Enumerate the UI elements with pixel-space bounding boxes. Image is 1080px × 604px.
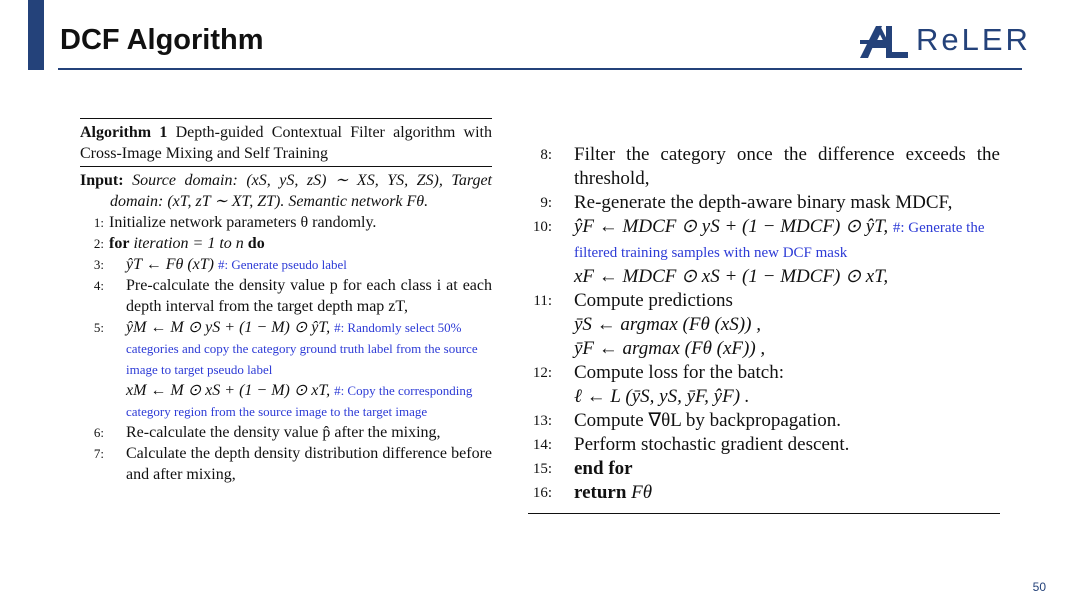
algorithm-line [80,254,492,275]
line-text: Re-generate the depth-aware binary mask MDCF, [574,192,953,213]
algorithm-right-column [528,143,1000,514]
algorithm-line [80,233,492,254]
line-text: Initialize network parameters θ randomly. [109,214,377,231]
header-divider [58,68,1022,70]
accent-bar [28,0,44,70]
line-number: 10: [532,219,552,235]
algorithm-line [80,212,492,233]
input-text: Source domain: (xS, yS, zS) ∼ XS, YS, ZS), Target domain: (xT, zT ∼ XT, ZT). Semantic network Fθ. [110,172,492,210]
line-text: Re-calculate the density value p̂ after the mixing, [126,424,441,441]
algorithm-end-rule [528,513,1000,514]
line-number: 2: [93,236,104,251]
algorithm-line [528,409,1000,433]
line-number: 9: [540,195,552,211]
keyword: do [247,235,265,252]
algorithm-line [528,143,1000,191]
algorithm-line [528,289,1000,313]
line-comment: #: Generate the filtered training samples with new DCF mask [574,220,985,261]
line-text: Compute ∇θL by backpropagation. [574,410,841,431]
algorithm-line [528,337,1000,361]
keyword: for [109,235,130,252]
line-text: Compute loss for the batch: [574,362,785,383]
algorithm-left-column [80,118,492,485]
line-number: 8: [540,147,552,163]
algorithm-caption [80,118,492,166]
line-comment: #: Randomly select 50% categories and copy the category ground truth label from the source image to target pseudo label [126,320,478,377]
line-math: ŷM ← M ⊙ yS + (1 − M) ⊙ ŷT, [126,319,331,336]
algorithm-line [80,275,492,317]
line-math: ȳS ← argmax (Fθ (xS)) , [574,314,761,335]
algorithm-line [528,215,1000,265]
algorithm-line [528,385,1000,409]
line-text: Perform stochastic gradient descent. [574,434,850,455]
line-math: ŷF ← MDCF ⊙ yS + (1 − MDCF) ⊙ ŷT, [574,216,889,237]
line-math: ŷT ← Fθ (xT) [126,256,214,273]
line-math: ȳF ← argmax (Fθ (xF)) , [574,338,766,359]
algorithm-line [80,443,492,485]
line-number: 6: [93,425,104,440]
line-number: 7: [93,446,104,461]
keyword: return [574,482,627,503]
line-math: xM ← M ⊙ xS + (1 − M) ⊙ xT, [126,382,331,399]
page-number: 50 [1032,580,1046,594]
algorithm-line [528,191,1000,215]
algorithm-line [528,313,1000,337]
line-number: 3: [93,257,104,272]
line-text: Compute predictions [574,290,733,311]
algorithm-line [528,457,1000,481]
line-number: 5: [93,320,104,335]
line-text: Pre-calculate the density value p for each class i at each depth interval from the target depth map zT, [126,277,492,315]
line-number: 16: [532,485,552,501]
algorithm-line [528,265,1000,289]
line-number: 11: [533,293,552,309]
line-math: ℓ ← L (ȳS, yS, ȳF, ŷF) . [574,386,750,407]
line-number: 14: [532,437,552,453]
algorithm-line [528,481,1000,505]
line-number: 4: [93,278,104,293]
slide-title: DCF Algorithm [60,24,264,56]
algorithm-line [528,433,1000,457]
line-comment: #: Generate pseudo label [218,257,347,272]
reler-logo-icon [858,24,910,58]
line-text: iteration = 1 to n [133,235,244,252]
logo-text: ReLER [916,22,1031,57]
line-number: 1: [93,215,104,230]
keyword: end for [574,458,633,479]
line-number: 12: [532,365,552,381]
line-comment: #: Copy the corresponding category region from the source image to the target image [126,383,473,419]
algorithm-caption-text: Depth-guided Contextual Filter algorithm with Cross-Image Mixing and Self Training [80,124,493,162]
line-number: 15: [532,461,552,477]
line-number: 13: [532,413,552,429]
algorithm-line [528,361,1000,385]
algorithm-input [80,166,492,212]
algorithm-line [80,380,492,422]
input-label: Input: [80,172,124,189]
algorithm-label: Algorithm 1 [80,124,168,141]
algorithm-line [80,317,492,380]
line-math: xF ← MDCF ⊙ xS + (1 − MDCF) ⊙ xT, [574,266,889,287]
reler-logo [858,22,1031,62]
algorithm-line [80,422,492,443]
line-math: Fθ [631,482,653,503]
line-text: Filter the category once the difference exceeds the threshold, [574,144,1000,189]
line-text: Calculate the depth density distribution difference before and after mixing, [126,445,492,483]
